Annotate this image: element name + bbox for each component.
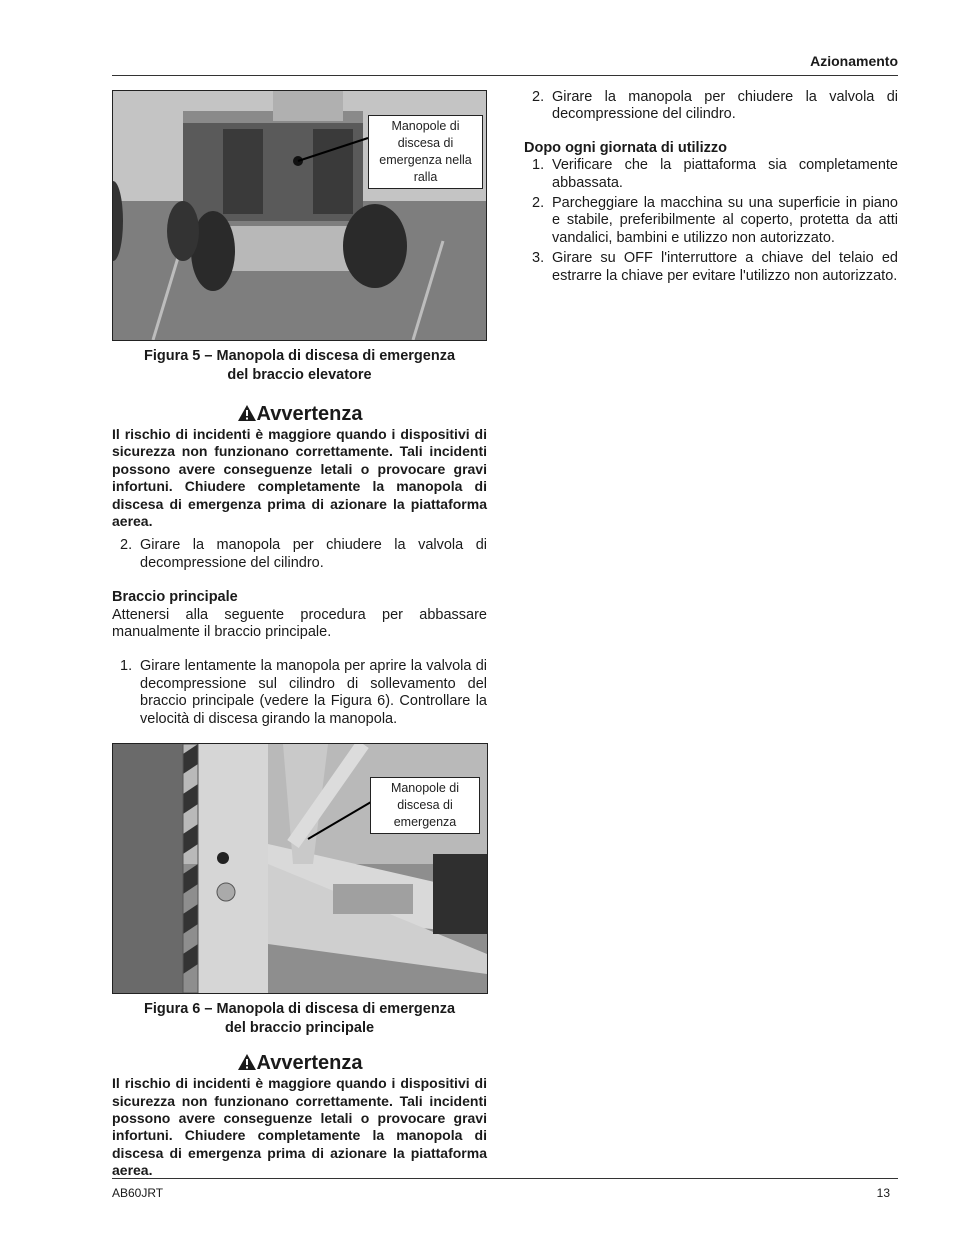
figure-6-caption — [112, 1000, 487, 1038]
figure-5-caption-line1: Figura 5 – Manopola di discesa di emergenza — [143, 348, 456, 364]
left-step-2 — [112, 537, 487, 572]
after-use-item-1 — [524, 157, 898, 192]
footer-model: AB60JRT — [112, 1186, 164, 1200]
warning-triangle-icon — [237, 1053, 257, 1071]
warning-1-text: Il rischio di incidenti è maggiore quando i dispositivi di sicurezza non funzionano correttamente. Tali incidenti possono avere conseguenze letali o provocare gravi infortuni. Chiudere completamente la manopola di discesa di emergenza prima di azionare la piattaforma aerea. — [112, 426, 487, 530]
after-use-item-2-number: 2. — [532, 195, 545, 212]
warning-1-heading — [112, 403, 487, 425]
after-use-item-3 — [524, 250, 898, 285]
main-boom-intro: Attenersi alla seguente procedura per abbassare manualmente il braccio principale. — [112, 606, 487, 641]
footer-page-number: 13 — [876, 1186, 890, 1200]
warning-triangle-icon — [237, 404, 257, 422]
left-column — [112, 90, 487, 1180]
figure-6-caption-line1: Figura 6 – Manopola di discesa di emergenza — [143, 1001, 456, 1018]
warning-2-heading — [112, 1052, 487, 1074]
figure-5-caption — [112, 347, 487, 385]
figure-5-callout: Manopole di discesa di emergenza nella ralla — [368, 115, 483, 189]
left-step-2-number: 2. — [120, 537, 133, 554]
footer-rule — [112, 1178, 898, 1179]
warning-2-title: Avvertenza — [256, 1052, 363, 1075]
figure-5-photo — [112, 90, 487, 341]
figure-6-caption-line2: del braccio principale — [224, 1020, 375, 1037]
left-step-2-text: Girare la manopola per chiudere la valvola di decompressione del cilindro. — [140, 537, 487, 571]
figure-6-callout: Manopole di discesa di emergenza — [370, 777, 480, 834]
after-use-heading: Dopo ogni giornata di utilizzo — [524, 139, 727, 156]
after-use-item-2-text: Parcheggiare la macchina su una superficie in piano e stabile, preferibilmente al coperto, protetta da atti vandalici, bambini e utilizzo non autorizzato. — [552, 195, 898, 246]
after-use-item-1-number: 1. — [532, 157, 545, 174]
after-use-item-3-number: 3. — [532, 250, 545, 267]
header-rule — [112, 75, 898, 76]
warning-2-text: Il rischio di incidenti è maggiore quando i dispositivi di sicurezza non funzionano correttamente. Tali incidenti possono avere conseguenze letali o provocare gravi infortuni. Chiudere completamente la manopola di discesa di emergenza prima di azionare la piattaforma aerea. — [112, 1075, 487, 1179]
figure-5-caption-line2: del braccio elevatore — [227, 367, 372, 383]
figure-6-photo — [112, 743, 488, 994]
right-step-2 — [524, 89, 898, 124]
main-boom-heading: Braccio principale — [112, 589, 238, 606]
page-header-title: Azionamento — [810, 53, 898, 69]
after-use-item-2 — [524, 195, 898, 247]
after-use-item-1-text: Verificare che la piattaforma sia completamente abbassata. — [552, 157, 898, 191]
right-step-2-number: 2. — [532, 89, 545, 105]
main-boom-step-1-text: Girare lentamente la manopola per aprire la valvola di decompressione sul cilindro di sollevamento del braccio principale (vedere la Figura 6). Controllare la velocità di discesa girando la manopola. — [140, 658, 487, 727]
main-boom-step-1-number: 1. — [120, 658, 133, 675]
after-use-item-3-text: Girare su OFF l'interruttore a chiave del telaio ed estrarre la chiave per evitare l'utilizzo non autorizzato. — [552, 250, 898, 284]
main-boom-step-1 — [112, 658, 487, 728]
right-step-2-text: Girare la manopola per chiudere la valvola di decompressione del cilindro. — [552, 89, 898, 123]
right-column — [524, 89, 898, 285]
warning-1-title: Avvertenza — [256, 403, 363, 425]
